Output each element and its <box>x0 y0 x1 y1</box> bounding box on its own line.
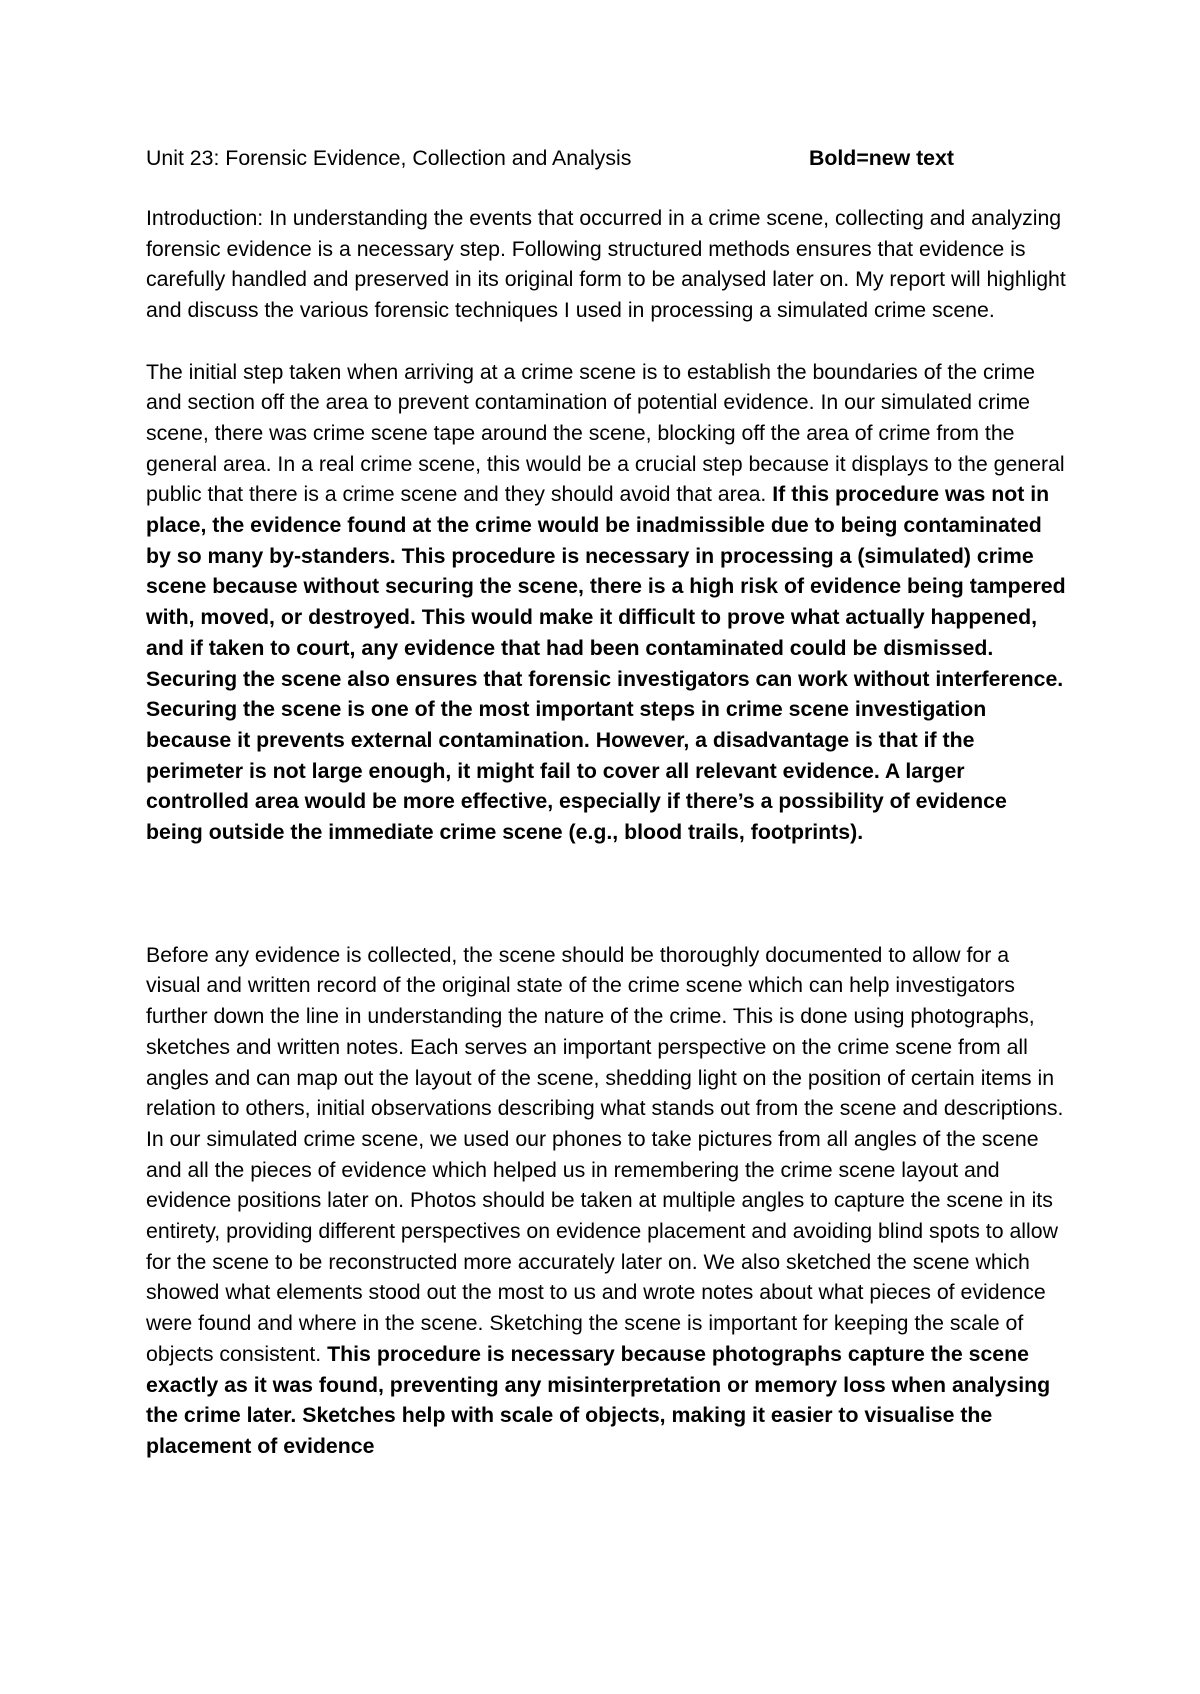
paragraph-new-text: If this procedure was not in place, the evidence found at the crime would be inadmissible due to being contaminated by so many by-standers. This procedure is necessary in processing a (simulated) crime scene because without securing the scene, there is a high risk of evidence being tampered with, moved, or destroyed. This would make it difficult to prove what actually happened, and if taken to court, any evidence that had been contaminated could be dismissed. Securing the scene also ensures that forensic investigators can work without interference. Securing the scene is one of the most important steps in crime scene investigation because it prevents external contamination. However, a disadvantage is that if the perimeter is not large enough, it might fail to cover all relevant evidence. A larger controlled area would be more effective, especially if there’s a possibility of evidence being outside the immediate crime scene (e.g., blood trails, footprints). <box>146 482 1066 845</box>
paragraph-text: The initial step taken when arriving at a crime scene is to establish the boundaries of the crime and section off the area to prevent contamination of potential evidence. In our simulated crime scene, there was crime scene tape around the scene, blocking off the area of crime from the general area. In a real crime scene, this would be a crucial step because it displays to the general public that there is a crime scene and they should avoid that area. <box>146 359 1065 507</box>
paragraph-new-text: This procedure is necessary because photographs capture the scene exactly as it was found, preventing any misinterpretation or memory loss when analysing the crime later. Sketches help with scale of objects, making it easier to visualise the placement of evidence <box>146 1341 1051 1458</box>
bold-legend-note: Bold=new text <box>809 146 954 170</box>
paragraph-text: Before any evidence is collected, the scene should be thoroughly documented to allow for a visual and written record of the original state of the crime scene which can help investigators further down the line in understanding the nature of the crime. This is done using photographs, sketches and written notes. Each serves an important perspective on the crime scene from all angles and can map out the layout of the scene, shedding light on the position of certain items in relation to others, initial observations describing what stands out from the scene and descriptions. In our simulated crime scene, we used our phones to take pictures from all angles of the scene and all the pieces of evidence which helped us in remembering the crime scene layout and evidence positions later on. Photos should be taken at multiple angles to capture the scene in its entirety, providing different perspectives on evidence placement and avoiding blind spots to allow for the scene to be reconstructed more accurately later on. We also sketched the scene which showed what elements stood out the most to us and wrote notes about what pieces of evidence were found and where in the scene. Sketching the scene is important for keeping the scale of objects consistent. <box>146 942 1064 1366</box>
document-header <box>146 143 1066 173</box>
paragraph-securing-scene <box>146 357 1066 848</box>
paragraph-documenting-scene <box>146 940 1066 1462</box>
paragraph-text: Introduction: In understanding the events that occurred in a crime scene, collecting and analyzing forensic evidence is a necessary step. Following structured methods ensures that evidence is carefully handled and preserved in its original form to be analysed later on. My report will highlight and discuss the various forensic techniques I used in processing a simulated crime scene. <box>146 206 1066 323</box>
document-page <box>146 143 1066 1462</box>
paragraph-introduction <box>146 203 1066 326</box>
document-title: Unit 23: Forensic Evidence, Collection and Analysis <box>146 146 632 170</box>
